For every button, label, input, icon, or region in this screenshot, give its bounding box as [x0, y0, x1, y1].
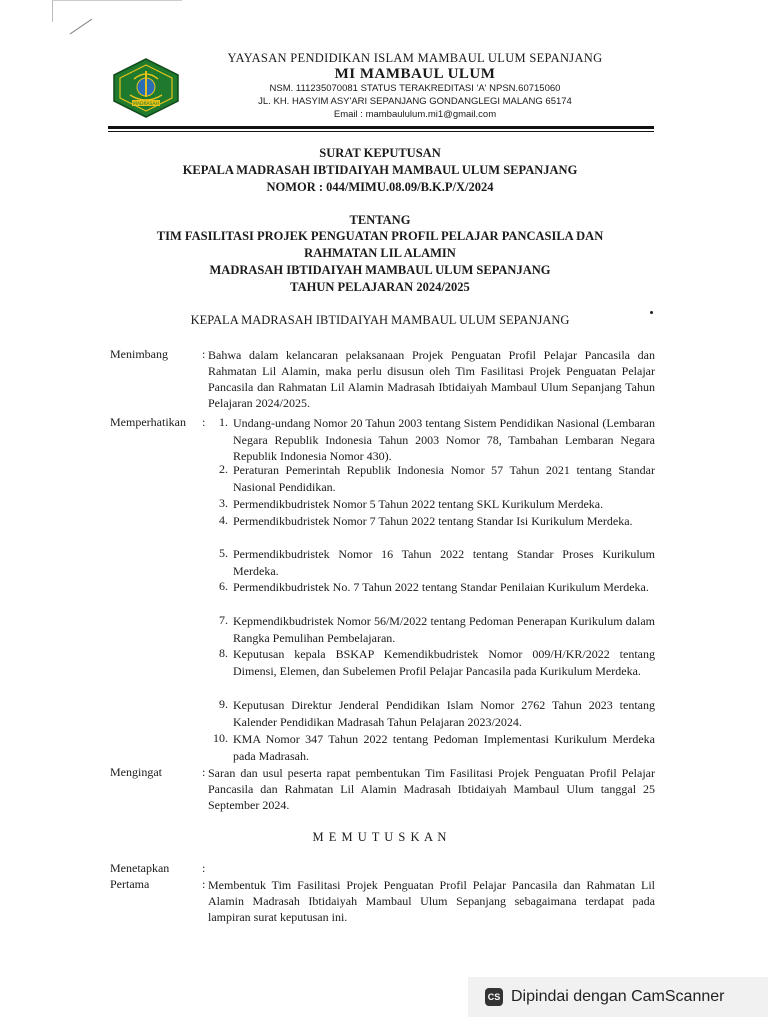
noting-item-text: Kepmendikbudristek Nomor 56/M/2022 tentang Pedoman Penerapan Kurikulum dalam Rangka Pemulihan Pembelajaran. [233, 614, 655, 645]
scan-edge-mark [52, 0, 53, 22]
letterhead-divider-thick [108, 126, 654, 129]
decree-about: TENTANG [349, 213, 411, 227]
pen-scribble-mark [68, 16, 96, 36]
decree-subject-line: RAHMATAN LIL ALAMIN [304, 246, 456, 260]
school-name: MI MAMBAUL ULUM [334, 66, 496, 82]
colon-separator: : [202, 765, 206, 779]
decree-head: KEPALA MADRASAH IBTIDAIYAH MAMBAUL ULUM SEPANJANG [190, 313, 570, 327]
first-label: Pertama [110, 877, 150, 891]
noting-item-text: Keputusan kepala BSKAP Kemendikbudristek Nomor 009/H/KR/2022 tentang Dimensi, Elemen, dan Subelemen Profil Pelajar Pancasila pada Kurikulum Merdeka. [233, 647, 655, 678]
decree-title: SURAT KEPUTUSAN [319, 146, 441, 160]
decree-subject-line: TAHUN PELAJARAN 2024/2025 [290, 280, 470, 294]
noting-item-number: 9. [219, 697, 228, 711]
noting-item-number: 7. [219, 613, 228, 627]
noting-item-number: 2. [219, 462, 228, 476]
decree-issuer: KEPALA MADRASAH IBTIDAIYAH MAMBAUL ULUM SEPANJANG [182, 163, 578, 177]
noting-item-number: 1. [219, 415, 228, 429]
camscanner-icon: CS [485, 988, 503, 1006]
svg-text:MADRASAH: MADRASAH [133, 101, 159, 107]
noting-item-number: 10. [213, 731, 228, 745]
scan-edge-mark-top [52, 0, 182, 1]
noting-item-number: 6. [219, 579, 228, 593]
scan-speck [650, 311, 653, 314]
madrasah-logo-icon [110, 57, 182, 119]
noting-item-number: 3. [219, 496, 228, 510]
considering-label: Menimbang [110, 347, 168, 361]
noting-item-text: Permendikbudristek Nomor 7 Tahun 2022 tentang Standar Isi Kurikulum Merdeka. [233, 514, 633, 528]
school-address: JL. KH. HASYIM ASY'ARI SEPANJANG GONDANGLEGI MALANG 65174 [258, 96, 572, 107]
colon-separator: : [202, 415, 206, 429]
decree-number: NOMOR : 044/MIMU.08.09/B.K.P/X/2024 [266, 180, 494, 194]
noting-item-text: Permendikbudristek Nomor 5 Tahun 2022 tentang SKL Kurikulum Merdeka. [233, 497, 604, 511]
noting-item-number: 5. [219, 546, 228, 560]
recalling-text: Saran dan usul peserta rapat pembentukan Tim Fasilitasi Projek Penguatan Profil Pelajar Pancasila dan Rahmatan Lil Alamin Madrasah Ibtidaiyah Mambaul Ulum tanggal 25 September 2024. [208, 766, 655, 812]
noting-item-text: KMA Nomor 347 Tahun 2022 tentang Pedoman Implementasi Kurikulum Merdeka pada Madrasah. [233, 732, 655, 763]
noting-item-number: 4. [219, 513, 228, 527]
camscanner-text: Dipindai dengan CamScanner [511, 988, 725, 1005]
recalling-label: Mengingat [110, 765, 162, 779]
noting-item-number: 8. [219, 646, 228, 660]
noting-item-text: Peraturan Pemerintah Republik Indonesia Nomor 57 Tahun 2021 tentang Standar Nasional Pendidikan. [233, 463, 655, 494]
foundation-name: YAYASAN PENDIDIKAN ISLAM MAMBAUL ULUM SEPANJANG [227, 51, 603, 65]
colon-separator: : [202, 861, 206, 875]
noting-item-text: Keputusan Direktur Jenderal Pendidikan Islam Nomor 2762 Tahun 2023 tentang Kalender Pendidikan Madrasah Tahun Pelajaran 2023/2024. [233, 698, 655, 729]
decree-subject-line: MADRASAH IBTIDAIYAH MAMBAUL ULUM SEPANJANG [209, 263, 551, 277]
decree-subject-line: TIM FASILITASI PROJEK PENGUATAN PROFIL PELAJAR PANCASILA DAN [156, 229, 604, 243]
camscanner-watermark [468, 977, 768, 1017]
colon-separator: : [202, 877, 206, 891]
considering-text: Bahwa dalam kelancaran pelaksanaan Projek Penguatan Profil Pelajar Pancasila dan Rahmatan Lil Alamin, maka perlu disusun oleh Tim Fasilitasi Projek Penguatan Pelajar Pancasila dan Rahmatan Lil Alamin Madrasah Ibtidaiyah Mambaul Ulum Sepanjang Tahun Pelajaran 2024/2025. [208, 348, 655, 410]
school-registration-line: NSM. 111235070081 STATUS TERAKREDITASI 'A' NPSN.60715060 [269, 83, 561, 94]
school-email: Email : mambaulul​um.mi1@gmail.com [333, 109, 497, 120]
noting-item-text: Permendikbudristek Nomor 16 Tahun 2022 tentang Standar Proses Kurikulum Merdeka. [233, 547, 655, 578]
letterhead-divider-thin [108, 131, 654, 132]
noting-item-text: Permendikbudristek No. 7 Tahun 2022 tentang Standar Penilaian Kurikulum Merdeka. [233, 580, 649, 594]
colon-separator: : [202, 347, 206, 361]
decides-heading: M E M U T U S K A N [312, 830, 448, 844]
first-decision-text: Membentuk Tim Fasilitasi Projek Penguatan Profil Pelajar Pancasila dan Rahmatan Lil Alamin Madrasah Ibtidaiyah Mambaul Ulum Sepanjang sebagaimana terdapat pada lampiran surat keputusan ini. [208, 878, 655, 924]
noting-item-text: Undang-undang Nomor 20 Tahun 2003 tentang Sistem Pendidikan Nasional (Lembaran Negara Republik Indonesia Tahun 2003 Nomor 78, Tambahan Lembaran Negara Republik Indonesia Nomor 430). [233, 416, 655, 463]
establish-label: Menetapkan [110, 861, 170, 875]
noting-label: Memperhatikan [110, 415, 186, 429]
